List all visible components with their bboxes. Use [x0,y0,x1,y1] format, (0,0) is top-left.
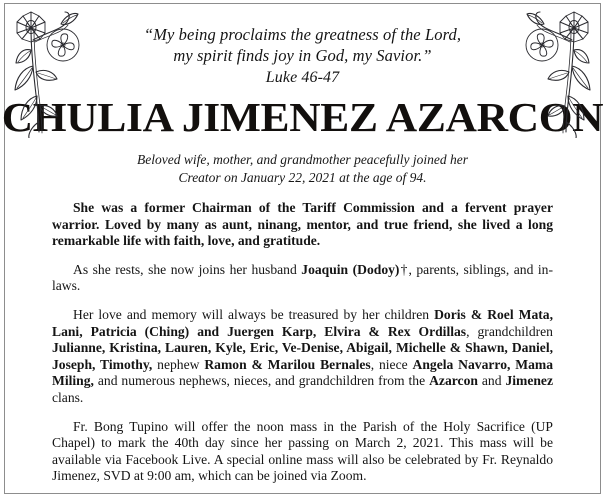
text-run: As she rests, she now joins her husband [73,261,302,277]
text-run: , niece [370,356,413,372]
emphasized-names: Ramon & Marilou Bernales [204,356,371,372]
paragraph-career-tribute [52,200,553,250]
emphasized-names: Jimenez [505,373,553,389]
text-run: Fr. Bong Tupino will offer the noon mass in the Parish of the Holy Sacrifice (UP Chapel) to mark the 40th day since her passing on March 2, 2021. This mass will be available via Facebook Live. A special online mass will also be celebrated by Fr. Reynaldo Jimenez, SVD at 9:00 am, which can be joined via Zoom. [52,418,553,484]
subheading-line-1: Beloved wife, mother, and grandmother peacefully joined her [136,152,469,167]
text-run: †, parents, siblings, and in-laws. [52,261,553,294]
quote-line-1: “My being proclaims the greatness of the Lord, [143,25,462,44]
paragraph-survived-by-husband [52,262,553,295]
subheading-line-2: Creator on January 22, 2021 at the age of 94. [178,169,427,185]
emphasized-names: Doris & Roel Mata, Lani, Patricia (Ching) and Juergen Karp, Elvira & Rex Ordillas [52,306,553,339]
obituary-content [1,4,604,485]
deceased-name-heading: CHULIA JIMENEZ AZARCON [1,94,604,140]
deceased-subheading [4,139,601,186]
emphasized-names: Azarcon [429,373,478,389]
scripture-quote [4,4,601,88]
text-run: She was a former Chairman of the Tariff Commission and a fervent prayer warrior. Loved by many as aunt, ninang, mentor, and true friend, she lived a long remarkable life with faith, love, and gratitude. [52,200,553,249]
quote-line-2: my spirit finds joy in God, my Savior.” [173,46,432,65]
obituary-body [52,186,553,485]
lily-flower-vine-ornament-right-icon [518,6,596,138]
quote-reference: Luke 46-47 [265,69,340,86]
emphasized-names: Julianne, Kristina, Lauren, Kyle, Eric, Ve-Denise, Abigail, Michelle & Shawn, Daniel, Joseph, Timothy, [52,340,553,372]
text-run: and numerous nephews, nieces, and grandchildren from the [93,373,430,389]
paragraph-mass-details [52,419,553,485]
text-run: clans. [52,389,84,405]
lily-flower-vine-ornament-left-icon [9,6,87,138]
text-run: Her love and memory will always be treasured by her children [73,306,435,322]
emphasized-names: Joaquin (Dodoy) [301,261,400,277]
text-run: , grandchildren [466,323,553,339]
paragraph-survivors-list [52,307,553,407]
emphasized-names: Angela Navarro, Mama Miling, [52,356,553,389]
text-run: nephew [152,356,205,372]
text-run: and [477,373,506,389]
